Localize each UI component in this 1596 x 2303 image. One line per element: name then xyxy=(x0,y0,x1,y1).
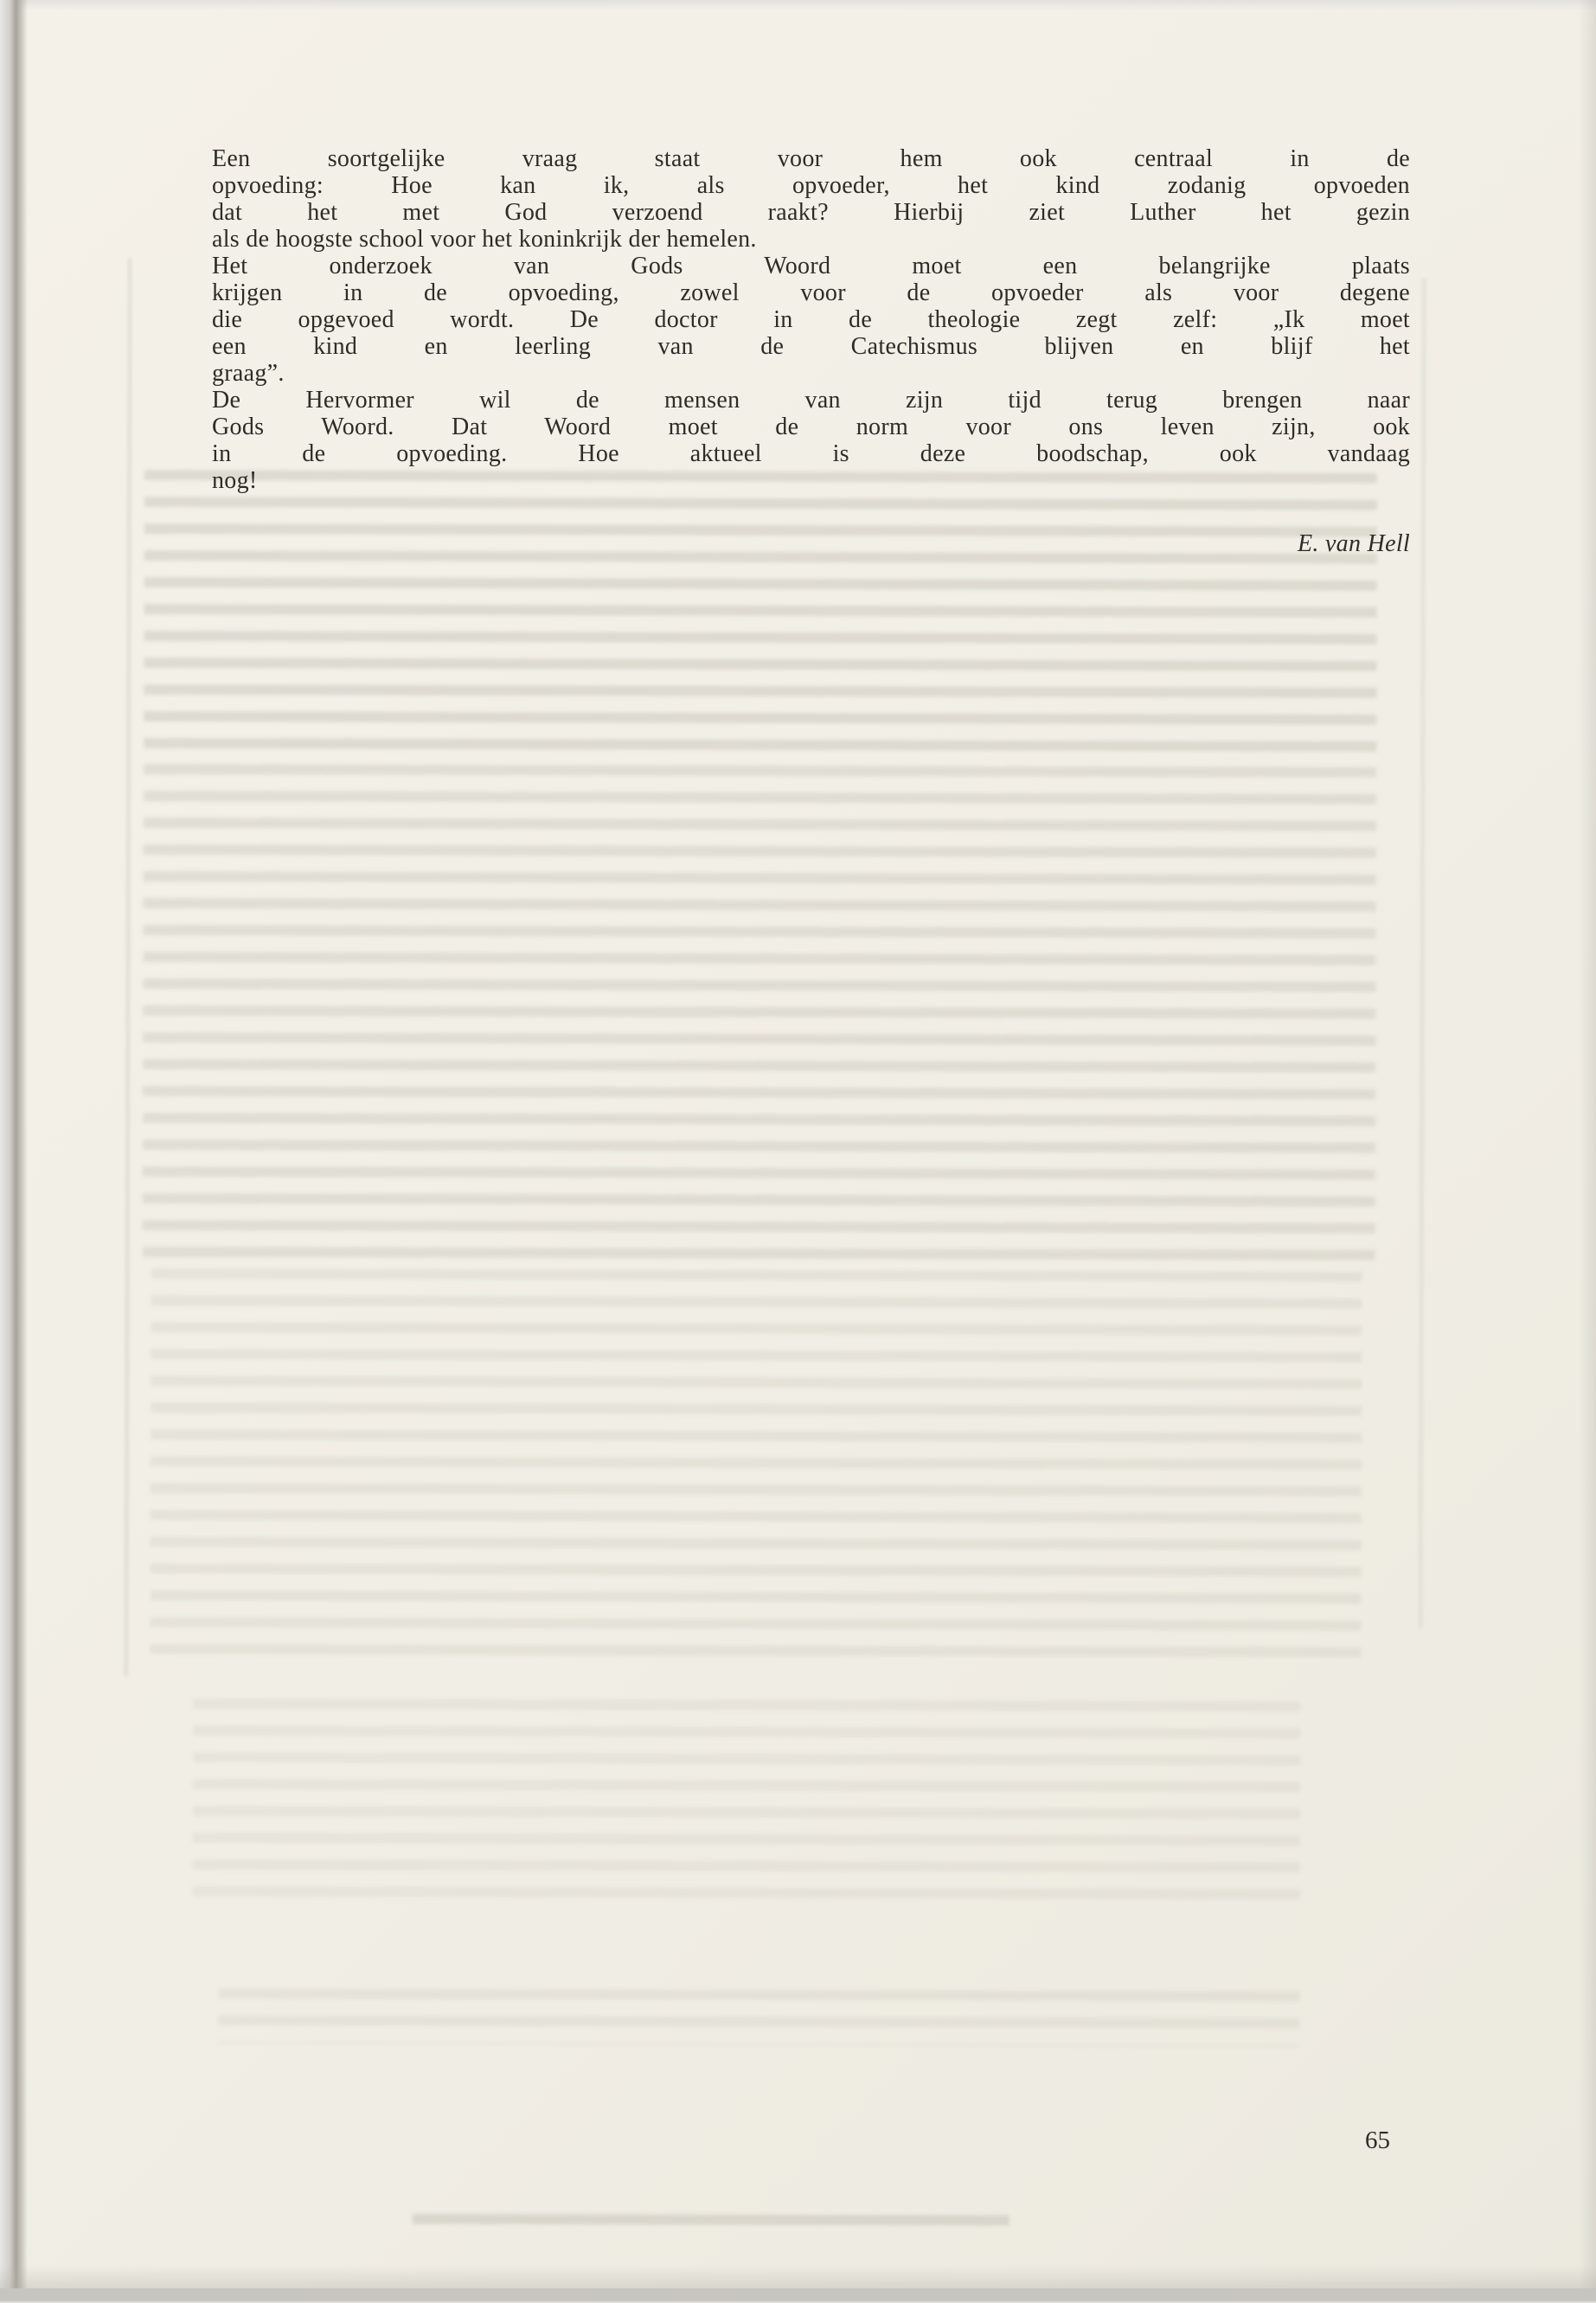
show-through-block xyxy=(193,1698,1301,1913)
show-through-block xyxy=(150,1268,1362,1674)
show-through-rule xyxy=(1420,279,1426,1628)
show-through-block xyxy=(218,1988,1299,2046)
author-signature: E. van Hell xyxy=(1297,530,1410,557)
page-edge-right xyxy=(1579,0,1596,2301)
page-edge-bottom-shadow xyxy=(0,2265,1596,2289)
show-through-block xyxy=(143,764,1376,1264)
show-through-rule xyxy=(125,258,131,1677)
body-text xyxy=(212,145,1410,557)
text-line: als de hoogste school voor het koninkrijk der hemelen. xyxy=(212,226,757,253)
text-line: die opgevoed wordt. De doctor in de theologie zegt zelf: „Ik moet xyxy=(212,306,1410,333)
page-number: 65 xyxy=(1365,2127,1390,2154)
text-line: krijgen in de opvoeding, zowel voor de opvoeder als voor degene xyxy=(212,279,1410,306)
text-line: een kind en leerling van de Catechismus blijven en blijf het xyxy=(212,333,1410,360)
text-line: nog! xyxy=(212,467,258,494)
text-line: De Hervormer wil de mensen van zijn tijd terug brengen naar xyxy=(212,387,1410,414)
page-edge-spine xyxy=(0,0,28,2301)
text-line: Een soortgelijke vraag staat voor hem ook centraal in de xyxy=(212,145,1410,172)
page-edge-top xyxy=(0,0,1596,10)
page-edge-bottom xyxy=(0,2288,1596,2301)
text-line: graag”. xyxy=(212,360,285,387)
text-line: Het onderzoek van Gods Woord moet een belangrijke plaats xyxy=(212,253,1410,279)
text-line: Gods Woord. Dat Woord moet de norm voor ons leven zijn, ook xyxy=(212,414,1410,440)
show-through-line xyxy=(413,2214,1010,2236)
text-line: dat het met God verzoend raakt? Hierbij ziet Luther het gezin xyxy=(212,199,1410,226)
text-line: in de opvoeding. Hoe aktueel is deze boodschap, ook vandaag xyxy=(212,440,1410,467)
text-line: opvoeding: Hoe kan ik, als opvoeder, het kind zodanig opvoeden xyxy=(212,172,1410,199)
